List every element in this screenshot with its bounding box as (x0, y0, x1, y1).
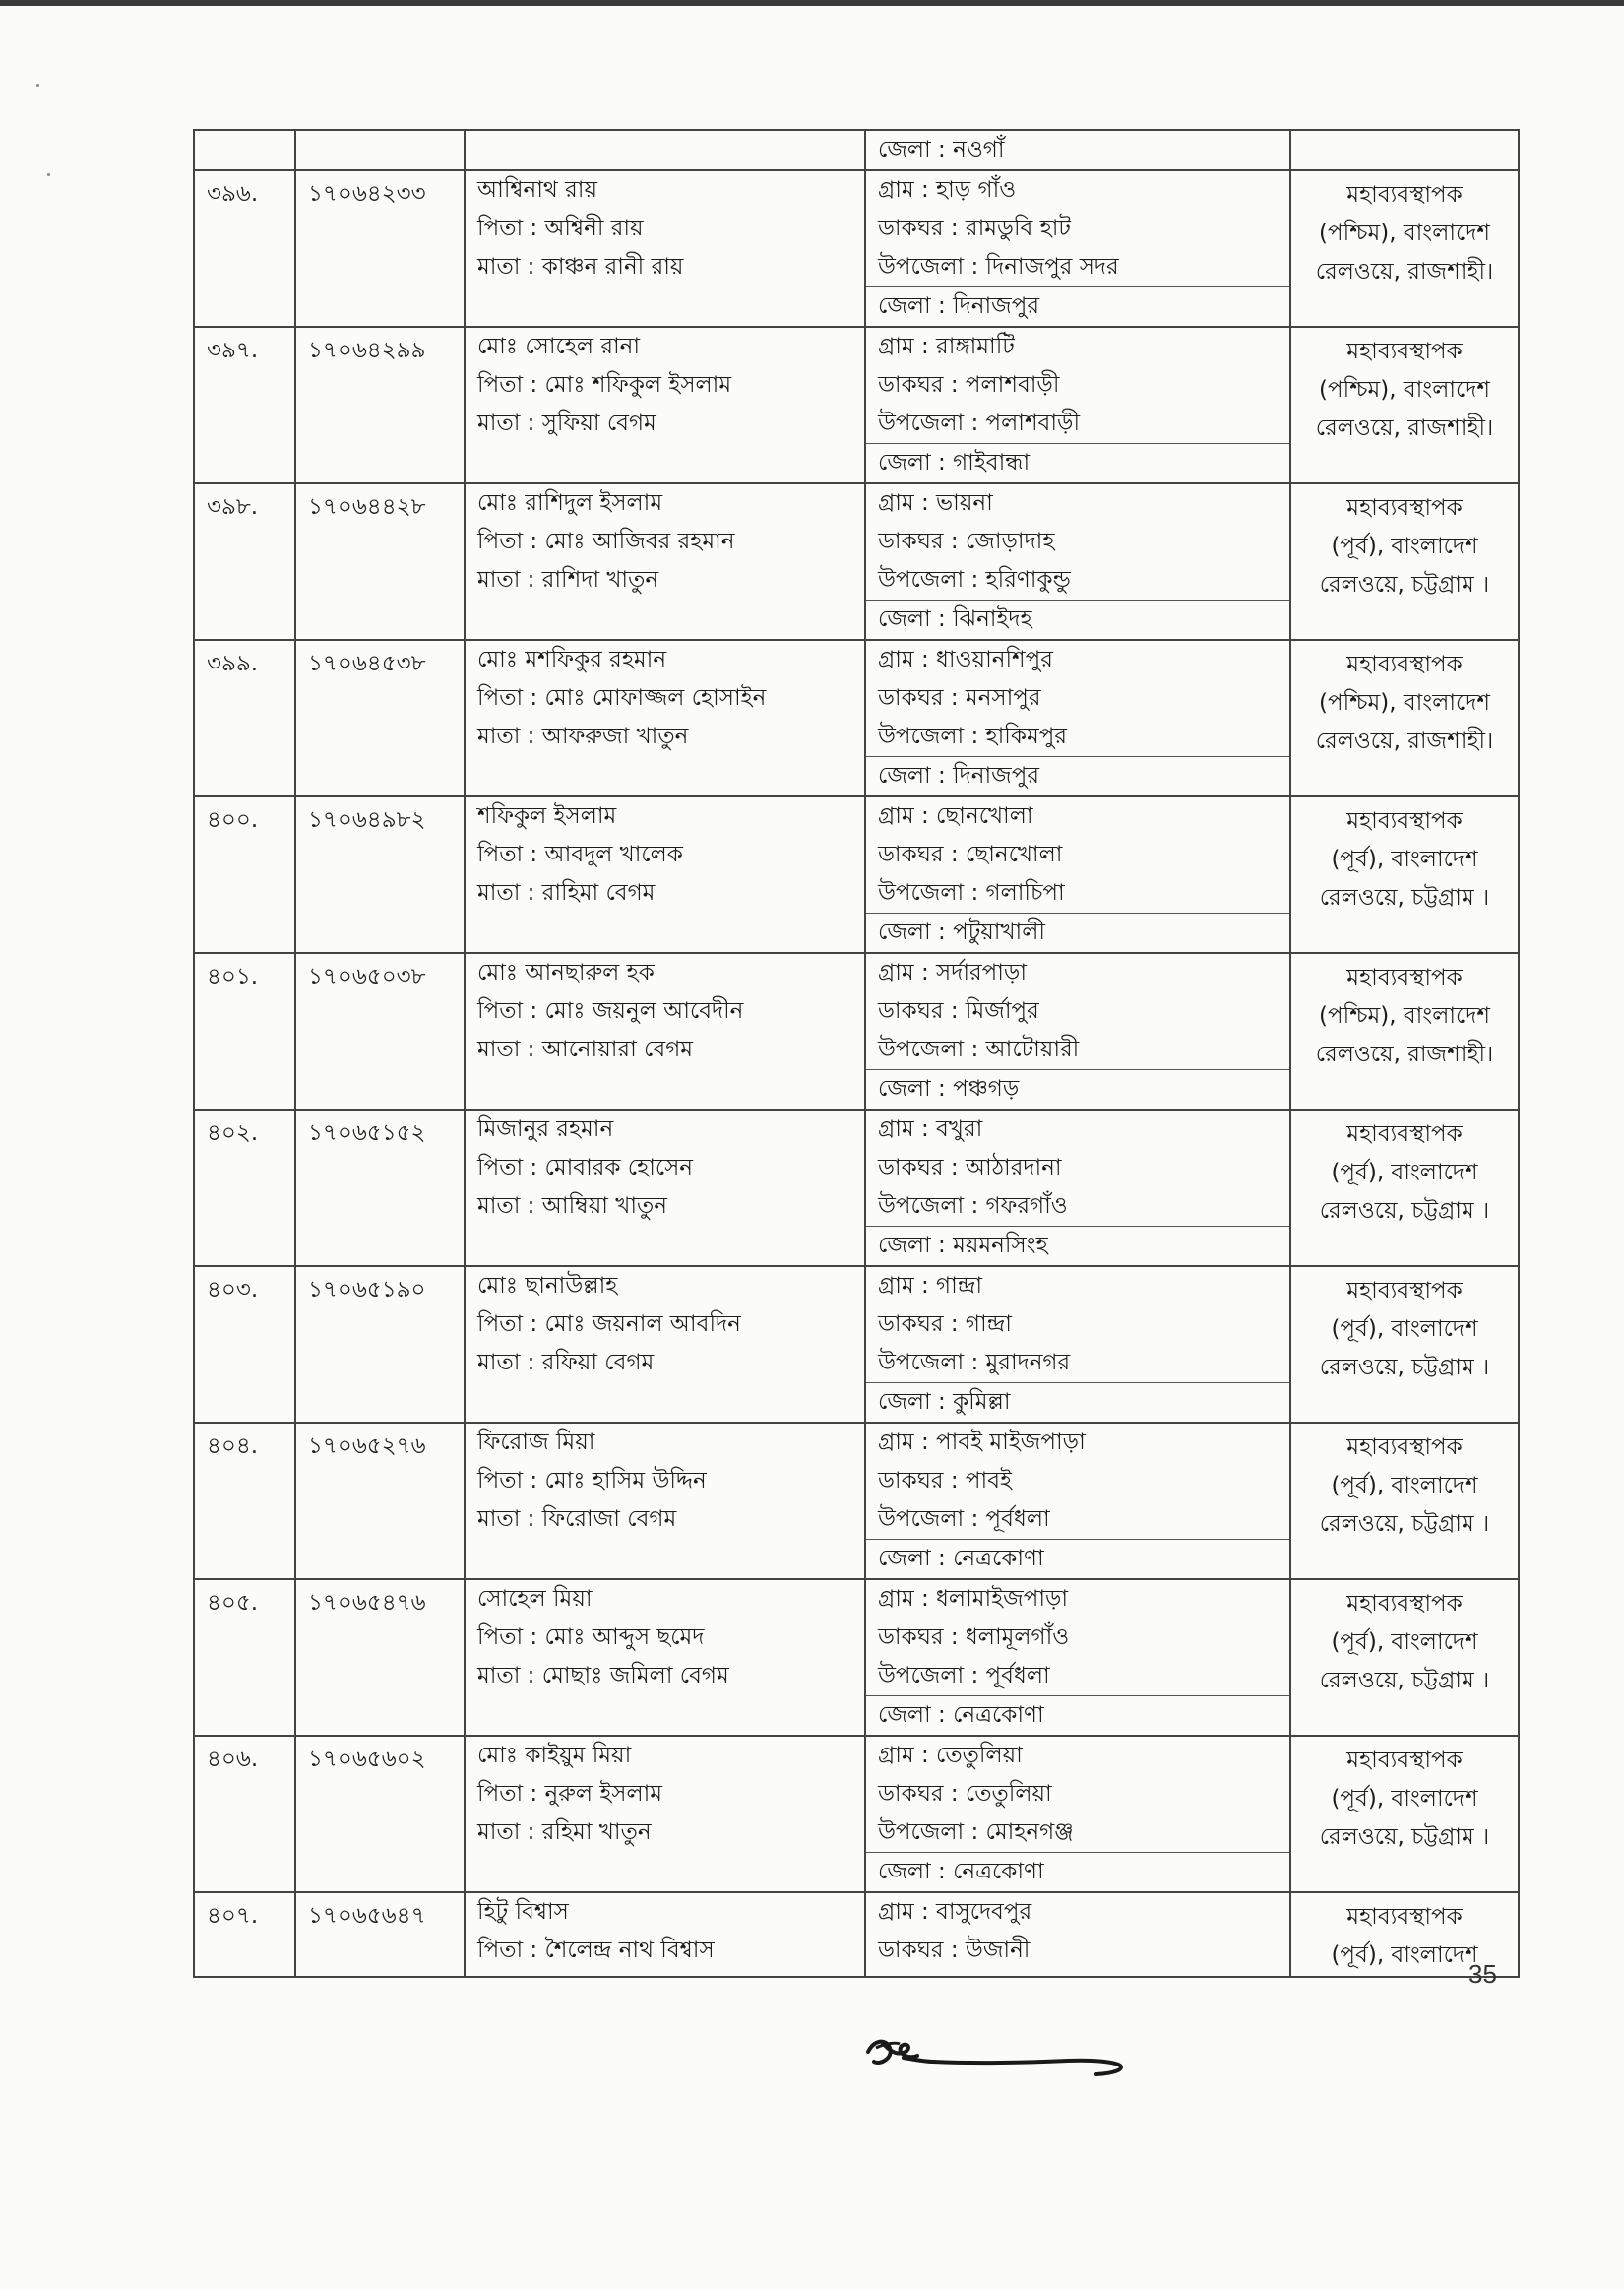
serial-number: ৪০২. (207, 1120, 259, 1146)
office-cell (1290, 796, 1519, 953)
serial-number: ৩৯৬. (207, 181, 259, 207)
office-cell (1290, 483, 1519, 640)
mother-name: মাতা : কাঞ্চন রানী রায় (477, 254, 684, 280)
roll-number: ১৭০৬৪২৯৯ (308, 338, 426, 363)
father-name: পিতা : মোঃ আব্দুস ছমেদ (477, 1624, 705, 1650)
upazila-text: উপজেলা : গফরগাঁও (878, 1193, 1068, 1219)
post-office-text: ডাকঘর : আঠারদানা (878, 1155, 1062, 1180)
district-text: জেলা : দিনাজপুর (866, 286, 1289, 326)
roll-number: ১৭০৬৫১৯০ (308, 1277, 426, 1303)
office-line-3: রেলওয়ে, চট্টগ্রাম । (1319, 1511, 1490, 1537)
office-line-1: মহাব্যবস্থাপক (1346, 808, 1463, 834)
serial-cell (194, 1423, 295, 1579)
serial-cell (194, 327, 295, 483)
serial-number: ৪০১. (207, 964, 259, 989)
office-line-2: (পূর্ব), বাংলাদেশ (1331, 1786, 1478, 1812)
office-cell (1290, 1266, 1519, 1423)
upazila-text: উপজেলা : পূর্বধলা (878, 1663, 1050, 1688)
table-row (194, 796, 1519, 953)
roll-number: ১৭০৬৫২৭৬ (308, 1433, 426, 1459)
address-cell (865, 1736, 1290, 1892)
village-text: গ্রাম : বখুরা (878, 1116, 983, 1142)
serial-number: ৪০০. (207, 807, 259, 833)
roll-cell (295, 640, 465, 796)
roll-cell (295, 953, 465, 1110)
address-cell (865, 170, 1290, 327)
district-text: জেলা : নেত্রকোণা (866, 1539, 1289, 1578)
district-text: জেলা : দিনাজপুর (866, 756, 1289, 795)
table-row (194, 170, 1519, 327)
office-cell (1290, 1423, 1519, 1579)
upazila-text: উপজেলা : গলাচিপা (878, 880, 1065, 906)
roll-number: ১৭০৬৪২৩৩ (308, 181, 426, 207)
office-line-1: মহাব্যবস্থাপক (1346, 1121, 1463, 1147)
table-row (194, 1266, 1519, 1423)
table-row (194, 1736, 1519, 1892)
name-cell (465, 1423, 865, 1579)
office-line-2: (পশ্চিম), বাংলাদেশ (1319, 1003, 1490, 1029)
page-number: 35 (1468, 1959, 1497, 1989)
district-text: জেলা : নেত্রকোণা (866, 1852, 1289, 1891)
serial-number: ৩৯৮. (207, 494, 259, 520)
father-name: পিতা : আবদুল খালেক (477, 842, 683, 867)
post-office-text: ডাকঘর : গান্দ্রা (878, 1311, 1012, 1337)
serial-cell (194, 796, 295, 953)
father-name: পিতা : মোঃ হাসিম উদ্দিন (477, 1468, 707, 1494)
father-name: পিতা : মোবারক হোসেন (477, 1155, 694, 1180)
roll-number: ১৭০৬৫৬০২ (308, 1747, 426, 1772)
office-line-2: (পূর্ব), বাংলাদেশ (1331, 1473, 1478, 1498)
name-cell (465, 1266, 865, 1423)
office-line-1: মহাব্যবস্থাপক (1346, 1278, 1463, 1303)
father-name: পিতা : মোঃ মোফাজ্জল হোসাইন (477, 685, 767, 711)
mother-name: মাতা : রফিয়া বেগম (477, 1350, 655, 1375)
mother-name: মাতা : আনোয়ারা বেগম (477, 1037, 694, 1062)
candidate-name: আশ্বিনাথ রায় (477, 177, 598, 203)
post-office-text: ডাকঘর : ছোনখোলা (878, 842, 1063, 867)
serial-number: ৩৯৭. (207, 338, 259, 363)
office-line-3: রেলওয়ে, রাজশাহী। (1315, 1042, 1494, 1067)
serial-cell (194, 1266, 295, 1423)
name-cell (465, 1110, 865, 1266)
upazila-text: উপজেলা : আটোয়ারী (878, 1037, 1080, 1062)
father-name: পিতা : মোঃ শফিকুল ইসলাম (477, 372, 732, 398)
office-line-1: মহাব্যবস্থাপক (1346, 965, 1463, 990)
office-line-1: মহাব্যবস্থাপক (1346, 495, 1463, 521)
office-cell (1290, 170, 1519, 327)
office-line-1: মহাব্যবস্থাপক (1346, 652, 1463, 677)
mother-name: মাতা : ফিরোজা বেগম (477, 1506, 677, 1532)
father-name: পিতা : মোঃ জয়নাল আবদিন (477, 1311, 741, 1337)
upazila-text: উপজেলা : মুরাদনগর (878, 1350, 1071, 1375)
office-line-3: রেলওয়ে, চট্টগ্রাম । (1319, 1824, 1490, 1850)
roll-cell (295, 1736, 465, 1892)
serial-cell (194, 1110, 295, 1266)
name-cell (465, 796, 865, 953)
serial-cell (194, 130, 295, 170)
village-text: গ্রাম : বাসুদেবপুর (878, 1899, 1032, 1925)
office-line-1: মহাব্যবস্থাপক (1346, 339, 1463, 364)
roll-cell (295, 796, 465, 953)
name-cell (465, 1579, 865, 1736)
district-text: জেলা : কুমিল্লা (866, 1382, 1289, 1422)
candidate-name: হিটু বিশ্বাস (477, 1899, 569, 1925)
address-cell (865, 1892, 1290, 1977)
roll-cell (295, 327, 465, 483)
upazila-text: উপজেলা : মোহনগঞ্জ (878, 1819, 1074, 1845)
roll-number: ১৭০৬৫৪৭৬ (308, 1590, 426, 1616)
serial-number: ৪০৪. (207, 1433, 259, 1459)
serial-number: ৪০৩. (207, 1277, 259, 1303)
candidate-name: শফিকুল ইসলাম (477, 803, 617, 829)
name-cell (465, 130, 865, 170)
address-cell (865, 327, 1290, 483)
roll-cell (295, 1266, 465, 1423)
office-line-3: রেলওয়ে, চট্টগ্রাম । (1319, 572, 1490, 598)
candidate-name: মোঃ ছানাউল্লাহ (477, 1273, 618, 1299)
serial-number: ৪০৭. (207, 1903, 259, 1929)
post-office-text: ডাকঘর : পাবই (878, 1468, 1012, 1494)
mother-name: মাতা : সুফিয়া বেগম (477, 411, 656, 436)
office-line-1: মহাব্যবস্থাপক (1346, 1904, 1463, 1930)
signature (856, 2018, 1132, 2097)
candidate-name: ফিরোজ মিয়া (477, 1430, 595, 1455)
village-text: গ্রাম : সর্দারপাড়া (878, 960, 1028, 986)
office-line-1: মহাব্যবস্থাপক (1346, 182, 1463, 208)
table-row-continuation (194, 130, 1519, 170)
roll-number: ১৭০৬৪৪২৮ (308, 494, 426, 520)
upazila-text: উপজেলা : দিনাজপুর সদর (878, 254, 1119, 280)
upazila-text: উপজেলা : হরিণাকুন্ডু (878, 567, 1071, 593)
address-cell (865, 1423, 1290, 1579)
table-body (194, 130, 1519, 1977)
office-line-3: রেলওয়ে, রাজশাহী। (1315, 259, 1494, 285)
office-cell (1290, 1579, 1519, 1736)
upazila-text: উপজেলা : পলাশবাড়ী (878, 411, 1081, 436)
serial-cell (194, 640, 295, 796)
office-line-2: (পূর্ব), বাংলাদেশ (1331, 847, 1478, 872)
address-cell (865, 1579, 1290, 1736)
post-office-text: ডাকঘর : ধলামূলগাঁও (878, 1624, 1070, 1650)
candidate-name: সোহেল মিয়া (477, 1586, 593, 1612)
office-line-3: রেলওয়ে, রাজশাহী। (1315, 415, 1494, 441)
village-text: গ্রাম : পাবই মাইজপাড়া (878, 1430, 1086, 1455)
village-text: গ্রাম : গান্দ্রা (878, 1273, 983, 1299)
table-row (194, 640, 1519, 796)
village-text: গ্রাম : হাড় গাঁও (878, 177, 1017, 203)
address-cell (865, 483, 1290, 640)
post-office-text: ডাকঘর : উজানী (878, 1938, 1031, 1963)
office-cell (1290, 1110, 1519, 1266)
table-row (194, 483, 1519, 640)
village-text: গ্রাম : ছোনখোলা (878, 803, 1033, 829)
name-cell (465, 1892, 865, 1977)
office-line-2: (পূর্ব), বাংলাদেশ (1331, 1942, 1478, 1968)
name-cell (465, 953, 865, 1110)
roll-cell (295, 1423, 465, 1579)
village-text: গ্রাম : রাঙ্গামাটি (878, 334, 1015, 359)
serial-cell (194, 953, 295, 1110)
scan-speck (47, 173, 50, 176)
roll-cell (295, 130, 465, 170)
roll-cell (295, 483, 465, 640)
post-office-text: ডাকঘর : মির্জাপুর (878, 998, 1039, 1024)
mother-name: মাতা : আফরুজা খাতুন (477, 724, 689, 749)
roll-number: ১৭০৬৪৫৩৮ (308, 651, 426, 676)
serial-number: ৪০৬. (207, 1747, 259, 1772)
address-cell (865, 1110, 1290, 1266)
office-cell (1290, 953, 1519, 1110)
serial-number: ৪০৫. (207, 1590, 259, 1616)
candidate-name: মোঃ কাইয়ুম মিয়া (477, 1743, 632, 1768)
table-row (194, 327, 1519, 483)
scan-speck (36, 84, 39, 87)
name-cell (465, 327, 865, 483)
village-text: গ্রাম : ধাওয়ানশিপুর (878, 647, 1053, 672)
mother-name: মাতা : রহিমা খাতুন (477, 1819, 652, 1845)
post-office-text: ডাকঘর : মনসাপুর (878, 685, 1041, 711)
name-cell (465, 1736, 865, 1892)
office-line-1: মহাব্যবস্থাপক (1346, 1591, 1463, 1617)
candidate-name: মোঃ মশফিকুর রহমান (477, 647, 667, 672)
office-cell (1290, 327, 1519, 483)
candidate-name: মোঃ রাশিদুল ইসলাম (477, 490, 663, 516)
office-line-1: মহাব্যবস্থাপক (1346, 1748, 1463, 1773)
district-text: জেলা : নওগাঁ (878, 137, 1005, 162)
office-line-1: মহাব্যবস্থাপক (1346, 1434, 1463, 1460)
roll-number: ১৭০৬৫১৫২ (308, 1120, 426, 1146)
name-cell (465, 640, 865, 796)
office-cell (1290, 640, 1519, 796)
table-row (194, 1579, 1519, 1736)
father-name: পিতা : অশ্বিনী রায় (477, 216, 644, 241)
father-name: পিতা : মোঃ আজিবর রহমান (477, 529, 735, 554)
village-text: গ্রাম : তেতুলিয়া (878, 1743, 1023, 1768)
office-line-3: রেলওয়ে, চট্টগ্রাম । (1319, 1198, 1490, 1224)
serial-cell (194, 170, 295, 327)
mother-name: মাতা : মোছাঃ জমিলা বেগম (477, 1663, 729, 1688)
table-row (194, 1423, 1519, 1579)
top-border-rule (0, 0, 1624, 6)
office-line-3: রেলওয়ে, চট্টগ্রাম । (1319, 885, 1490, 911)
roll-number: ১৭০৬৪৯৮২ (308, 807, 426, 833)
district-text: জেলা : পটুয়াখালী (866, 913, 1289, 952)
roll-cell (295, 1579, 465, 1736)
candidate-name: মোঃ আনছারুল হক (477, 960, 655, 986)
office-line-2: (পূর্ব), বাংলাদেশ (1331, 534, 1478, 559)
roll-number: ১৭০৬৫৬৪৭ (308, 1903, 426, 1929)
serial-number: ৩৯৯. (207, 651, 259, 676)
mother-name: মাতা : আম্বিয়া খাতুন (477, 1193, 667, 1219)
father-name: পিতা : নুরুল ইসলাম (477, 1781, 663, 1807)
address-cell (865, 130, 1290, 170)
district-text: জেলা : পঞ্চগড় (866, 1069, 1289, 1109)
post-office-text: ডাকঘর : পলাশবাড়ী (878, 372, 1060, 398)
office-cell (1290, 1736, 1519, 1892)
candidate-name: মিজানুর রহমান (477, 1116, 614, 1142)
village-text: গ্রাম : ভায়না (878, 490, 993, 516)
office-line-2: (পূর্ব), বাংলাদেশ (1331, 1160, 1478, 1185)
allocation-table (193, 129, 1520, 1978)
serial-cell (194, 483, 295, 640)
roll-number: ১৭০৬৫০৩৮ (308, 964, 426, 989)
upazila-text: উপজেলা : পূর্বধলা (878, 1506, 1050, 1532)
roll-cell (295, 170, 465, 327)
address-cell (865, 640, 1290, 796)
name-cell (465, 170, 865, 327)
office-line-2: (পূর্ব), বাংলাদেশ (1331, 1629, 1478, 1655)
address-cell (865, 953, 1290, 1110)
office-line-3: রেলওয়ে, চট্টগ্রাম । (1319, 1355, 1490, 1380)
father-name: পিতা : শৈলেন্দ্র নাথ বিশ্বাস (477, 1938, 715, 1963)
father-name: পিতা : মোঃ জয়নুল আবেদীন (477, 998, 744, 1024)
mother-name: মাতা : রাহিমা বেগম (477, 880, 656, 906)
address-cell (865, 796, 1290, 953)
serial-cell (194, 1579, 295, 1736)
serial-cell (194, 1736, 295, 1892)
candidate-name: মোঃ সোহেল রানা (477, 334, 641, 359)
table-row (194, 953, 1519, 1110)
post-office-text: ডাকঘর : রামডুবি হাট (878, 216, 1071, 241)
district-text: জেলা : ময়মনসিংহ (866, 1226, 1289, 1265)
address-cell (865, 1266, 1290, 1423)
name-cell (465, 483, 865, 640)
roll-cell (295, 1892, 465, 1977)
office-line-3: রেলওয়ে, চট্টগ্রাম । (1319, 1668, 1490, 1693)
mother-name: মাতা : রাশিদা খাতুন (477, 567, 659, 593)
district-text: জেলা : গাইবান্ধা (866, 443, 1289, 482)
office-line-2: (পূর্ব), বাংলাদেশ (1331, 1316, 1478, 1342)
serial-cell (194, 1892, 295, 1977)
table-row (194, 1110, 1519, 1266)
upazila-text: উপজেলা : হাকিমপুর (878, 724, 1067, 749)
district-text: জেলা : নেত্রকোণা (866, 1695, 1289, 1735)
post-office-text: ডাকঘর : তেতুলিয়া (878, 1781, 1052, 1807)
office-cell (1290, 130, 1519, 170)
roll-cell (295, 1110, 465, 1266)
office-line-2: (পশ্চিম), বাংলাদেশ (1319, 377, 1490, 403)
table-row (194, 1892, 1519, 1977)
post-office-text: ডাকঘর : জোড়াদাহ (878, 529, 1055, 554)
district-text: জেলা : ঝিনাইদহ (866, 600, 1289, 639)
office-line-3: রেলওয়ে, রাজশাহী। (1315, 729, 1494, 754)
office-line-2: (পশ্চিম), বাংলাদেশ (1319, 690, 1490, 716)
village-text: গ্রাম : ধলামাইজপাড়া (878, 1586, 1069, 1612)
office-line-2: (পশ্চিম), বাংলাদেশ (1319, 221, 1490, 246)
